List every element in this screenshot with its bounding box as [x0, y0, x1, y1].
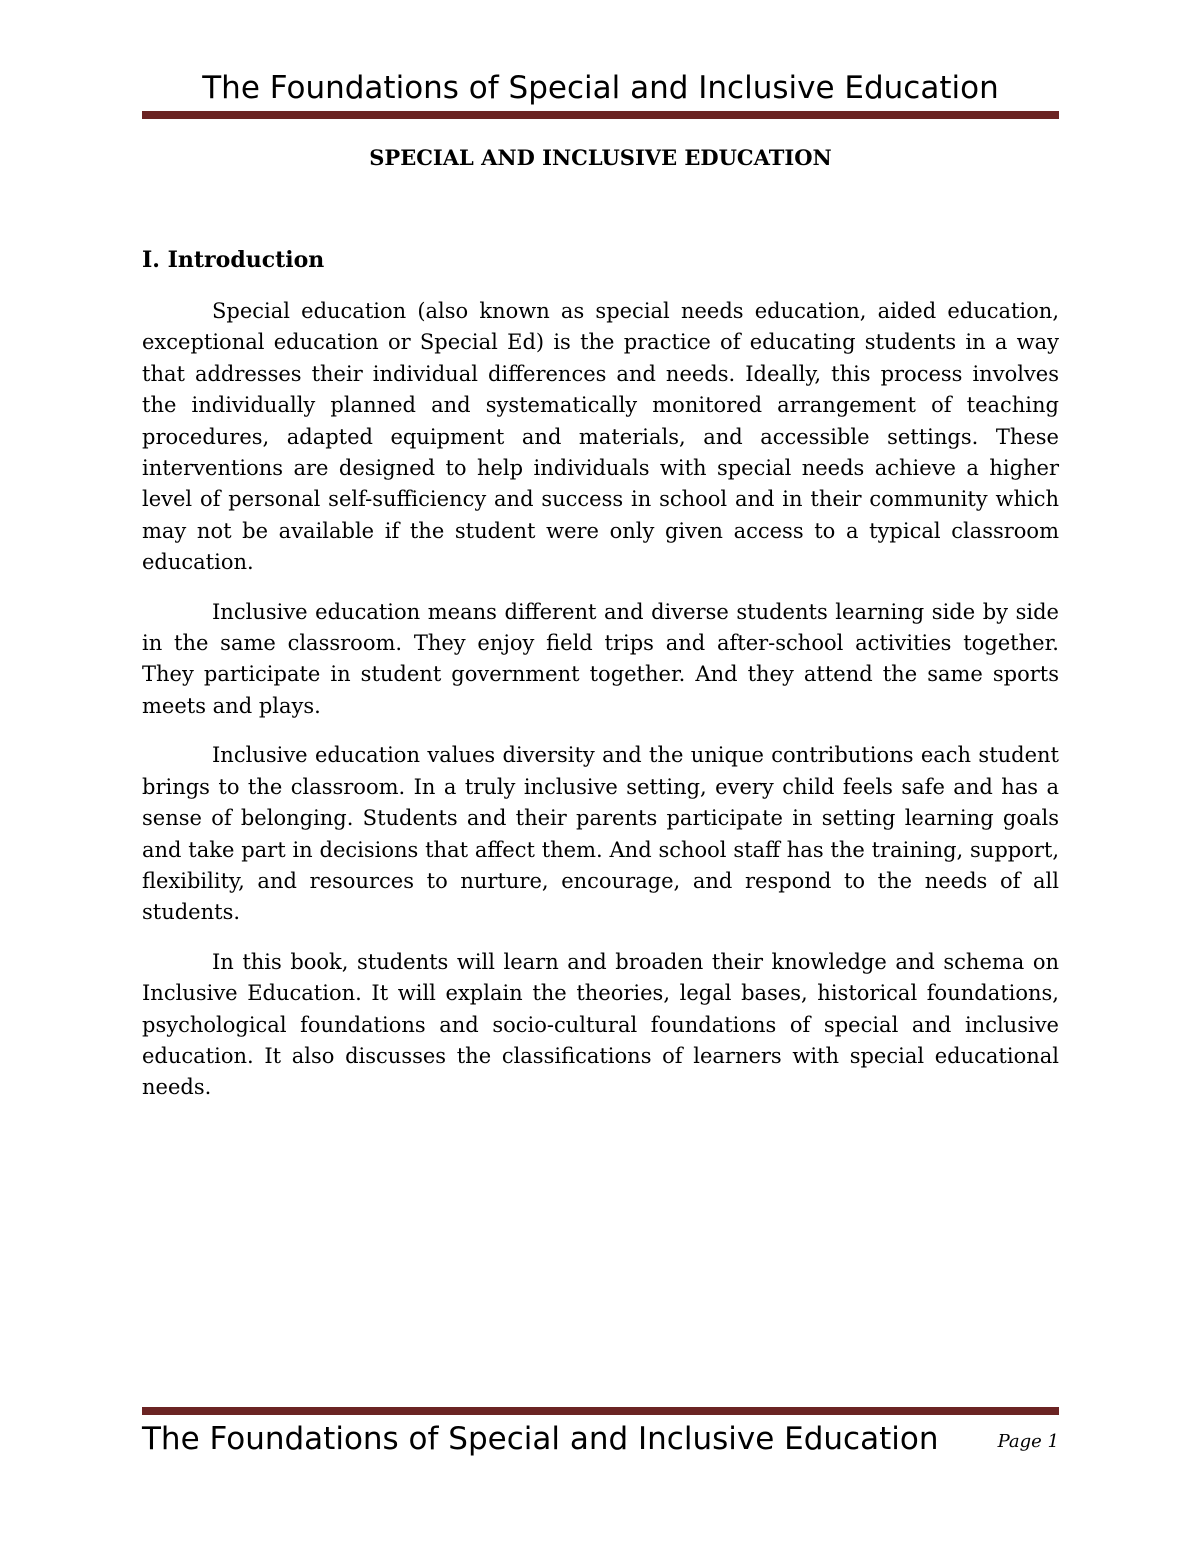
- paragraph-3: Inclusive education values diversity and the unique contributions each student brings to the classroom. In a truly inclusive setting, every child feels safe and has a sense of belonging. Students and their parents participate in setting learning goals and take part in decisions that affect them. And school staff has the training, support, flexibility, and resources to nurture, encourage, and respond to the needs of all students.: [142, 743, 1059, 925]
- section-body: [142, 296, 1059, 1122]
- running-header-title: The Foundations of Special and Inclusive Education: [202, 70, 999, 106]
- paragraph-4: In this book, students will learn and broaden their knowledge and schema on Inclusive Education. It will explain the theories, legal bases, historical foundations, psychological foundations and socio-cultural foundations of special and inclusive education. It also discusses the classifications of learners with special educational needs.: [142, 949, 1059, 1100]
- page-number: Page 1: [997, 1431, 1059, 1452]
- section-heading-introduction: I. Introduction: [142, 247, 325, 273]
- document-heading: SPECIAL AND INCLUSIVE EDUCATION: [369, 145, 832, 170]
- paragraph-1: Special education (also known as special needs education, aided education, exceptional education or Special Ed) is the practice of educating students in a way that addresses their individual differences and needs. Ideally, this process involves the individually planned and systematically monitored arrangement of teaching procedures, adapted equipment and materials, and accessible settings. These interventions are designed to help individuals with special needs achieve a higher level of personal self-sufficiency and success in school and in their community which may not be available if the student were only given access to a typical classroom education.: [142, 299, 1059, 575]
- running-footer-title: The Foundations of Special and Inclusive Education: [142, 1421, 939, 1457]
- paragraph-2: Inclusive education means different and diverse students learning side by side in the same classroom. They enjoy field trips and after-school activities together. They participate in student government together. And they attend the same sports meets and plays.: [142, 599, 1059, 718]
- footer-rule: [142, 1407, 1059, 1415]
- header-rule: [142, 111, 1059, 119]
